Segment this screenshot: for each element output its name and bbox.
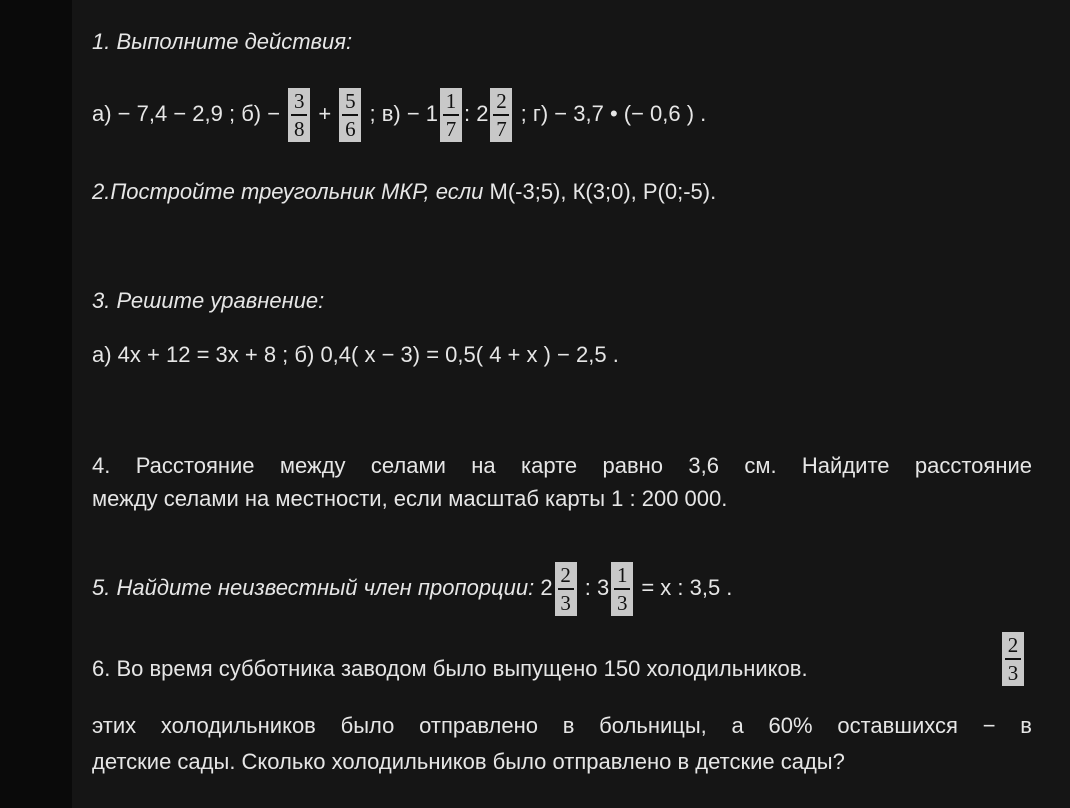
task5-whole1: 2 [540,574,553,600]
task1-part-g: ; г) − 3,7 • (− 0,6 ) . [520,100,707,126]
task3-equations: а) 4х + 12 = 3х + 8 ; б) 0,4( х − 3) = 0,5( 4 + х ) − 2,5 . [92,342,619,367]
task4-line1: 4. Расстояние между селами на карте равно 3,6 см. Найдите расстояние [92,453,1032,478]
left-margin-shade [0,0,72,808]
task2-points: М(-3;5), К(3;0), Р(0;-5). [489,179,717,204]
task6-line1: 6. Во время субботника заводом было выпущено 150 холодильников. [92,656,808,681]
task5-heading: 5. Найдите неизвестный член пропорции: [92,574,535,600]
task2-heading: 2.Постройте треугольник МКР, если [92,179,484,204]
task5-mid: : 3 [584,574,610,600]
task5-tail: = х : 3,5 . [641,574,733,600]
task6-line3: детские сады. Сколько холодильников было отправлено в детские сады? [92,749,845,774]
fraction-2-3-task6: $\frac{2}{3}$ [1002,632,1024,686]
fraction-3-8: $\frac{3}{8}$ [288,88,310,142]
fraction-1-3: $\frac{1}{3}$ [611,562,633,616]
task6-line2: этих холодильников было отправлено в больницы, а 60% оставшихся − в [92,713,1032,738]
task1-heading: 1. Выполните действия: [92,29,353,54]
fraction-2-7: $\frac{2}{7}$ [490,88,512,142]
task1-part-a-b: а) − 7,4 − 2,9 ; б) − [92,100,281,126]
task4-line2: между селами на местности, если масштаб карты 1 : 200 000. [92,486,728,511]
task1-expressions [92,88,706,142]
fraction-1-7: $\frac{1}{7}$ [440,88,462,142]
task1-part-v: ; в) − 1 [369,100,439,126]
task6-fraction [1000,632,1026,686]
task2-line [92,178,716,206]
fraction-2-3: $\frac{2}{3}$ [555,562,577,616]
task5-line [92,562,732,616]
fraction-5-6: $\frac{5}{6}$ [339,88,361,142]
task1-divide: : 2 [464,100,489,126]
task3-heading: 3. Решите уравнение: [92,288,325,313]
plus-sign: + [318,100,332,126]
